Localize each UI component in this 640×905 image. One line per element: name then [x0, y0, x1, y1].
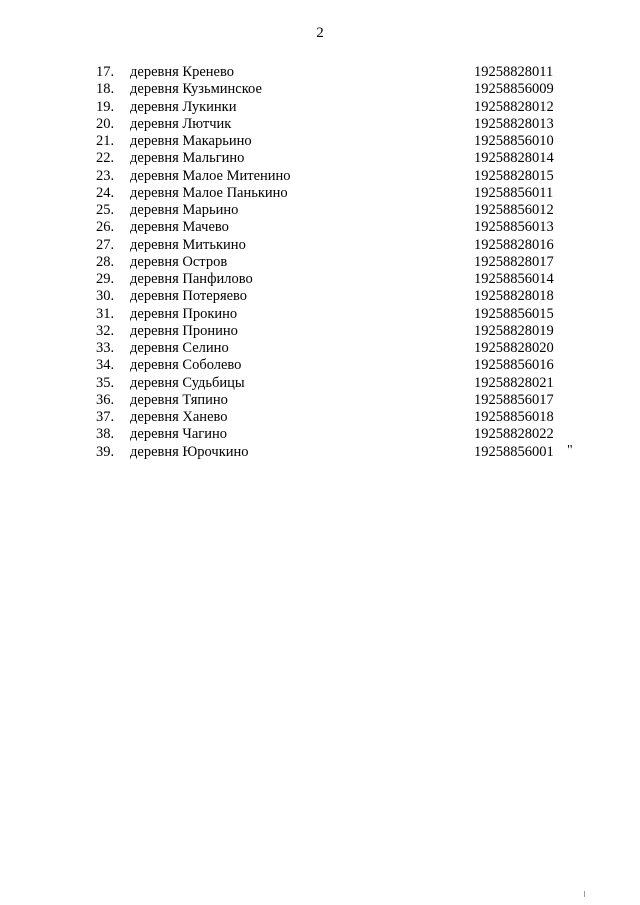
list-item [0, 426, 640, 443]
item-number: 36. [96, 391, 115, 408]
settlement-name: деревня Лютчик [130, 115, 232, 132]
list-item [0, 357, 640, 374]
scan-edge-mark [584, 891, 585, 897]
list-item [0, 150, 640, 167]
page-number: 2 [316, 25, 324, 41]
list-item [0, 168, 640, 185]
settlement-name: деревня Кренево [130, 64, 234, 80]
item-number: 23. [96, 167, 115, 184]
settlement-name: деревня Чагино [130, 426, 227, 443]
list-item [0, 237, 640, 254]
oktmo-code: 19258856016 [474, 357, 554, 374]
item-number: 19. [96, 98, 115, 115]
list-item [0, 185, 640, 202]
settlement-name: деревня Панфилово [130, 271, 253, 287]
list-item [0, 392, 640, 409]
list-item [0, 81, 640, 98]
list-item [0, 288, 640, 305]
oktmo-code: 19258828012 [474, 98, 554, 115]
item-number: 25. [96, 202, 115, 218]
oktmo-code: 19258856012 [474, 202, 554, 218]
item-number: 24. [96, 184, 115, 201]
settlement-name: деревня Кузьминское [130, 81, 262, 98]
list-item [0, 340, 640, 357]
item-number: 32. [96, 322, 115, 339]
item-number: 31. [96, 305, 115, 322]
list-item [0, 409, 640, 426]
oktmo-code: 19258856014 [474, 271, 554, 287]
settlement-name: деревня Малое Панькино [130, 184, 288, 201]
oktmo-code: 19258856013 [474, 219, 554, 236]
item-number: 37. [96, 409, 115, 425]
oktmo-code: 19258856009 [474, 81, 554, 98]
closing-quote-mark: " [567, 442, 573, 458]
item-number: 21. [96, 133, 115, 149]
list-item [0, 219, 640, 236]
item-number: 26. [96, 219, 115, 236]
item-number: 30. [96, 288, 115, 305]
settlement-name: деревня Ханево [130, 409, 228, 425]
settlement-name: деревня Юрочкино [130, 443, 249, 460]
oktmo-code: 19258828015 [474, 167, 554, 184]
settlement-name: деревня Остров [130, 253, 228, 270]
list-item [0, 99, 640, 116]
settlement-name: деревня Прокино [130, 305, 238, 322]
settlement-name: деревня Марьино [130, 202, 239, 218]
item-number: 29. [96, 271, 115, 287]
oktmo-code: 19258828021 [474, 374, 554, 391]
item-number: 22. [96, 150, 115, 167]
settlement-name: деревня Малое Митенино [130, 167, 291, 184]
settlement-name: деревня Соболево [130, 357, 242, 374]
oktmo-code: 19258828013 [474, 115, 554, 132]
list-item [0, 271, 640, 288]
item-number: 33. [96, 340, 115, 356]
settlement-name: деревня Мальгино [130, 150, 245, 167]
oktmo-code: 19258828022 [474, 426, 554, 443]
item-number: 35. [96, 374, 115, 391]
oktmo-code: 19258856018 [474, 409, 554, 425]
settlement-name: деревня Судьбицы [130, 374, 245, 391]
oktmo-code: 19258856010 [474, 133, 554, 149]
settlement-name: деревня Селино [130, 340, 229, 356]
settlement-name: деревня Тяпино [130, 391, 228, 408]
oktmo-code: 19258828016 [474, 236, 554, 253]
oktmo-code: 19258828018 [474, 288, 554, 305]
oktmo-code: 19258856001 [474, 443, 554, 460]
settlement-name: деревня Пронино [130, 322, 238, 339]
list-item [0, 116, 640, 133]
settlement-name: деревня Макарьино [130, 133, 252, 149]
item-number: 38. [96, 426, 115, 443]
oktmo-code: 19258856011 [474, 184, 554, 201]
settlement-name: деревня Потеряево [130, 288, 248, 305]
item-number: 34. [96, 357, 115, 374]
item-number: 39. [96, 443, 115, 460]
item-number: 17. [96, 64, 115, 80]
oktmo-code: 19258828011 [474, 64, 554, 80]
list-item [0, 254, 640, 271]
item-number: 27. [96, 236, 115, 253]
list-item [0, 323, 640, 340]
oktmo-code: 19258856017 [474, 391, 554, 408]
settlement-name: деревня Лукинки [130, 98, 237, 115]
list-item [0, 202, 640, 219]
settlement-name: деревня Мачево [130, 219, 229, 236]
oktmo-code: 19258828020 [474, 340, 554, 356]
oktmo-code: 19258856015 [474, 305, 554, 322]
list-item [0, 444, 640, 461]
list-item [0, 306, 640, 323]
item-number: 18. [96, 81, 115, 98]
settlement-list [0, 64, 640, 461]
item-number: 20. [96, 115, 115, 132]
settlement-name: деревня Митькино [130, 236, 246, 253]
oktmo-code: 19258828014 [474, 150, 554, 167]
list-item [0, 64, 640, 81]
list-item [0, 375, 640, 392]
list-item [0, 133, 640, 150]
oktmo-code: 19258828017 [474, 253, 554, 270]
oktmo-code: 19258828019 [474, 322, 554, 339]
item-number: 28. [96, 253, 115, 270]
